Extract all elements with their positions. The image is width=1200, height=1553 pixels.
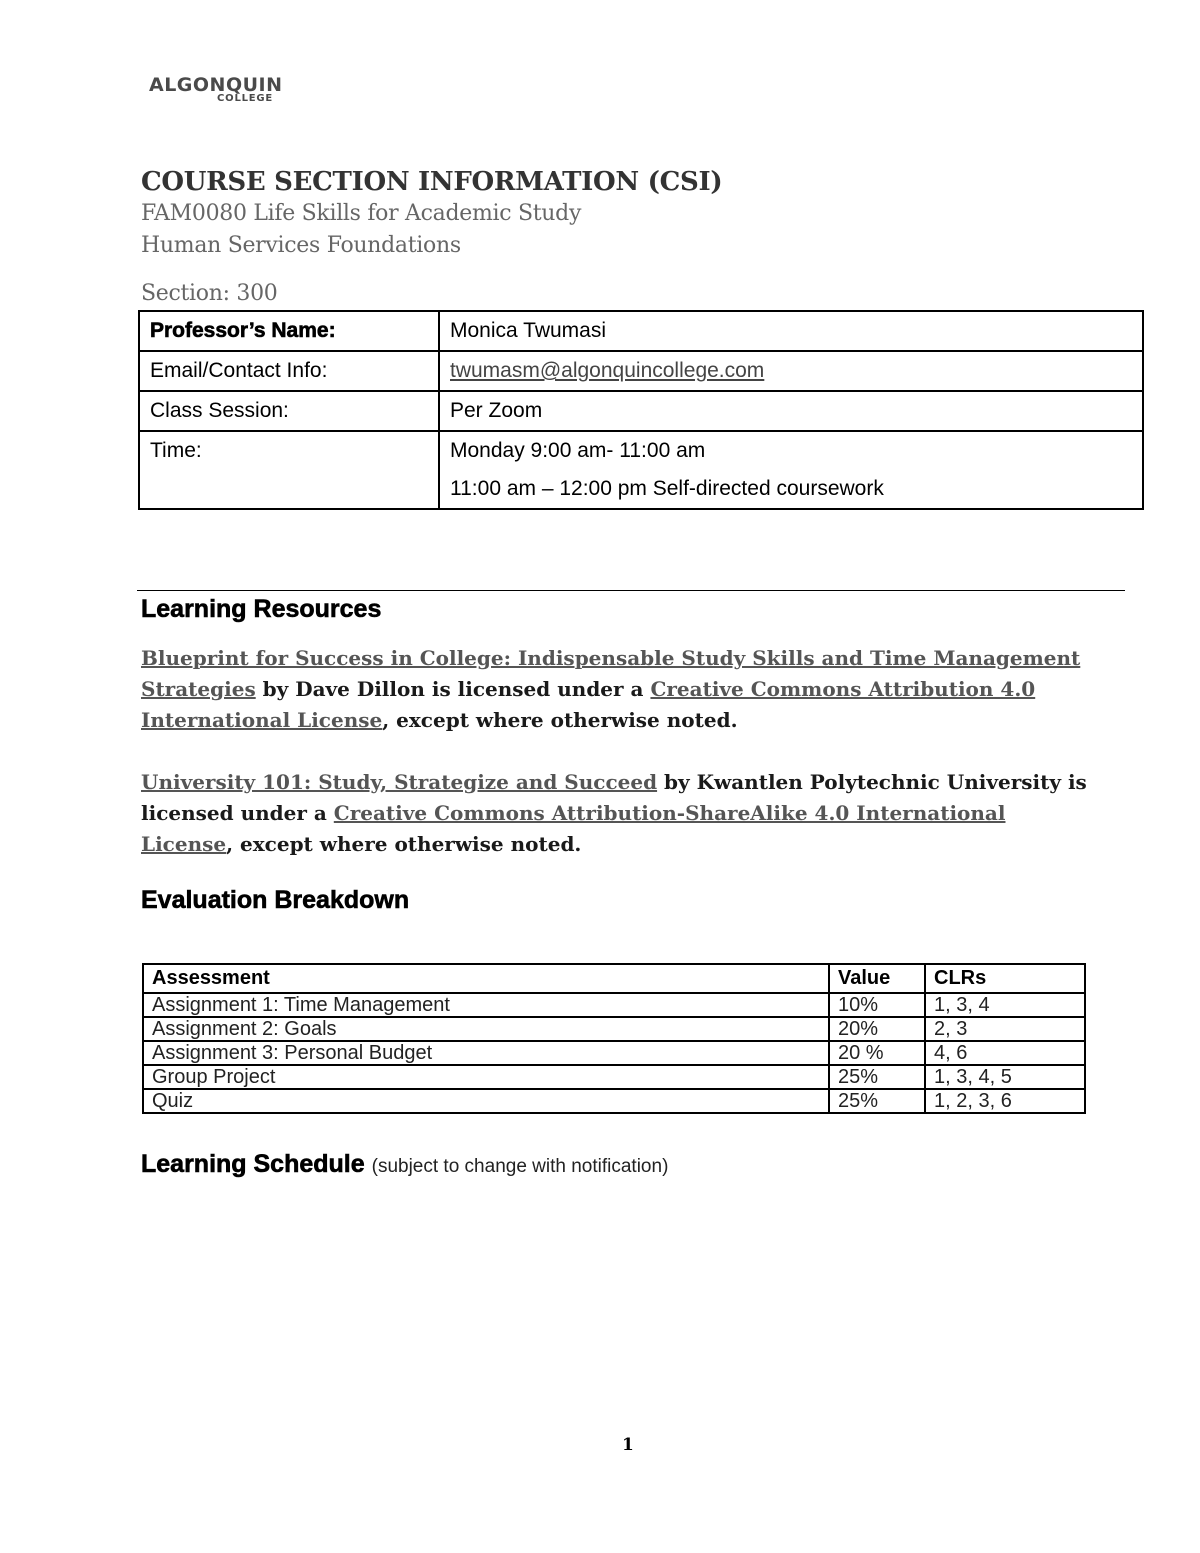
table-row bbox=[143, 1089, 1085, 1113]
info-row-session bbox=[139, 391, 1143, 431]
evaluation-table bbox=[142, 963, 1086, 1114]
evaluation-heading: Evaluation Breakdown bbox=[141, 886, 410, 914]
value-cell: 25% bbox=[829, 1089, 925, 1113]
time-label: Time: bbox=[139, 431, 439, 509]
table-row bbox=[143, 1017, 1085, 1041]
professor-label: Professor’s Name: bbox=[139, 311, 439, 351]
value-cell: 10% bbox=[829, 993, 925, 1017]
program-name: Human Services Foundations bbox=[141, 233, 461, 258]
table-row bbox=[143, 993, 1085, 1017]
professor-value: Monica Twumasi bbox=[439, 311, 1143, 351]
clrs-cell: 2, 3 bbox=[925, 1017, 1085, 1041]
session-value: Per Zoom bbox=[439, 391, 1143, 431]
course-info-table bbox=[138, 310, 1144, 510]
time-line-1: Monday 9:00 am- 11:00 am bbox=[450, 439, 706, 462]
learning-resources-heading: Learning Resources bbox=[141, 595, 382, 623]
resource-1-link[interactable]: Blueprint for Success in College: Indispensable Study Skills and Time Management Strategies bbox=[141, 646, 1081, 701]
resource-2-text: by Kwantlen Polytechnic University is licensed under a bbox=[141, 770, 1087, 825]
resource-2-link[interactable]: University 101: Study, Strategize and Succeed bbox=[141, 770, 658, 794]
column-header-clrs: CLRs bbox=[925, 964, 1085, 993]
assessment-cell: Assignment 1: Time Management bbox=[143, 993, 829, 1017]
resource-1-suffix: , except where otherwise noted. bbox=[382, 708, 738, 732]
learning-schedule-title: Learning Schedule bbox=[141, 1150, 365, 1178]
learning-schedule-heading bbox=[141, 1150, 668, 1179]
logo-subtitle: COLLEGE bbox=[217, 93, 274, 104]
table-row bbox=[143, 1065, 1085, 1089]
assessment-cell: Quiz bbox=[143, 1089, 829, 1113]
info-row-professor bbox=[139, 311, 1143, 351]
email-cell bbox=[439, 351, 1143, 391]
value-cell: 25% bbox=[829, 1065, 925, 1089]
resource-2-license-link[interactable]: Creative Commons Attribution-ShareAlike 4.0 International License bbox=[141, 801, 1006, 856]
session-label: Class Session: bbox=[139, 391, 439, 431]
resource-1-paragraph bbox=[141, 643, 1101, 736]
course-name: FAM0080 Life Skills for Academic Study bbox=[141, 201, 582, 226]
resource-2-suffix: , except where otherwise noted. bbox=[226, 832, 582, 856]
learning-schedule-note: (subject to change with notification) bbox=[371, 1156, 669, 1177]
clrs-cell: 4, 6 bbox=[925, 1041, 1085, 1065]
assessment-cell: Group Project bbox=[143, 1065, 829, 1089]
assessment-cell: Assignment 3: Personal Budget bbox=[143, 1041, 829, 1065]
info-row-time bbox=[139, 431, 1143, 509]
section-divider bbox=[137, 590, 1125, 591]
email-link[interactable]: twumasm@algonquincollege.com bbox=[450, 359, 765, 382]
resource-2-paragraph bbox=[141, 767, 1101, 860]
column-header-assessment: Assessment bbox=[143, 964, 829, 993]
logo-wordmark: ALGONQUIN bbox=[149, 74, 283, 96]
clrs-cell: 1, 3, 4, 5 bbox=[925, 1065, 1085, 1089]
table-row bbox=[143, 1041, 1085, 1065]
column-header-value: Value bbox=[829, 964, 925, 993]
value-cell: 20 % bbox=[829, 1041, 925, 1065]
time-value bbox=[439, 431, 1143, 509]
evaluation-header-row bbox=[143, 964, 1085, 993]
clrs-cell: 1, 2, 3, 6 bbox=[925, 1089, 1085, 1113]
time-line-2: 11:00 am – 12:00 pm Self-directed coursework bbox=[450, 477, 884, 500]
page-number: 1 bbox=[622, 1435, 634, 1455]
clrs-cell: 1, 3, 4 bbox=[925, 993, 1085, 1017]
page-title: COURSE SECTION INFORMATION (CSI) bbox=[141, 167, 723, 197]
resource-1-text: by Dave Dillon is licensed under a bbox=[255, 677, 651, 701]
resource-1-license-link[interactable]: Creative Commons Attribution 4.0 International License bbox=[141, 677, 1036, 732]
assessment-cell: Assignment 2: Goals bbox=[143, 1017, 829, 1041]
section-number: Section: 300 bbox=[141, 281, 278, 306]
value-cell: 20% bbox=[829, 1017, 925, 1041]
email-label: Email/Contact Info: bbox=[139, 351, 439, 391]
college-logo bbox=[149, 74, 289, 110]
info-row-email bbox=[139, 351, 1143, 391]
